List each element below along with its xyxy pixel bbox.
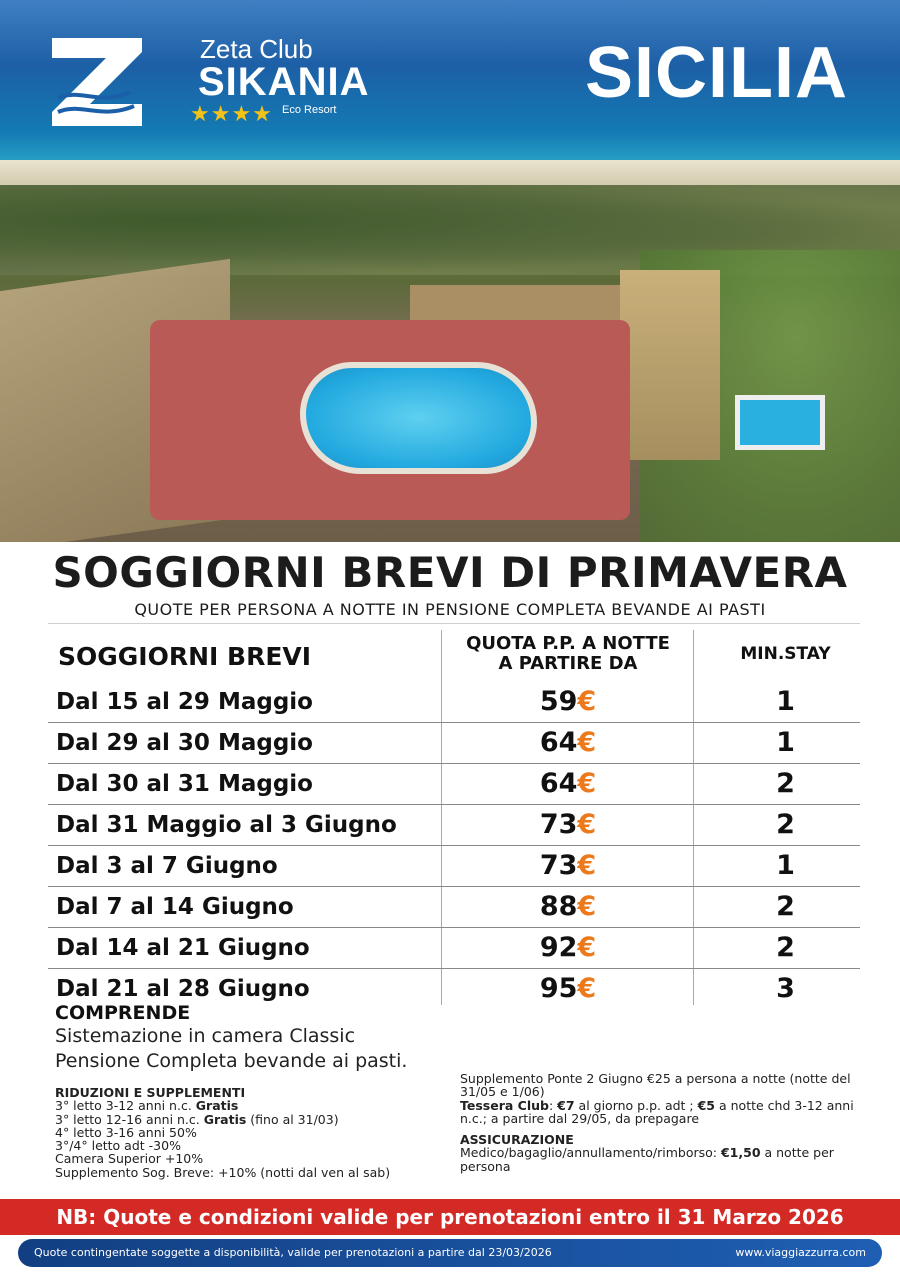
insurance-heading: ASSICURAZIONE [460, 1132, 574, 1148]
page-subtitle: QUOTE PER PERSONA A NOTTE IN PENSIONE COMPLETA BEVANDE AI PASTI [134, 600, 766, 619]
ponte-supplement: Supplemento Ponte 2 Giugno €25 a persona a notte (notte del 31/05 e 1/06) [460, 1071, 851, 1100]
reduction-line: 3° letto 3-12 anni n.c. Gratis [55, 1098, 239, 1114]
row-period: Dal 29 al 30 Maggio [56, 730, 313, 756]
reduction-line: 3° letto 12-16 anni n.c. Gratis (fino al 31/03) [55, 1111, 339, 1127]
footer-website-link[interactable]: www.viaggiazzurra.com [735, 1246, 866, 1259]
row-minstay: 3 [776, 973, 795, 1004]
row-period: Dal 14 al 21 Giugno [56, 935, 310, 961]
reductions-block [55, 1086, 455, 1179]
row-minstay: 2 [776, 891, 795, 922]
table-header [48, 630, 860, 682]
resort-building-top [410, 285, 640, 325]
extras-block [460, 1072, 870, 1173]
brand-logo [50, 34, 370, 134]
table-row [48, 846, 860, 887]
row-period: Dal 30 al 31 Maggio [56, 771, 313, 797]
table-row [48, 928, 860, 969]
footer-disclaimer: Quote contingentate soggette a disponibilità, valide per prenotazioni a partire dal 23/03/2026 [34, 1246, 552, 1259]
nb-banner: NB: Quote e condizioni valide per prenotazioni entro il 31 Marzo 2026 [0, 1199, 900, 1235]
region-title: SICILIA [584, 33, 848, 113]
reduction-line: Supplemento Sog. Breve: +10% (notti dal ven al sab) [55, 1164, 391, 1180]
row-period: Dal 15 al 29 Maggio [56, 689, 313, 715]
brand-subtitle: Eco Resort [282, 104, 337, 116]
row-price: 92€ [539, 932, 597, 963]
includes-line: Sistemazione in camera Classic [55, 1025, 356, 1047]
reduction-line: 3°/4° letto adt -30% [55, 1138, 181, 1154]
row-period: Dal 7 al 14 Giugno [56, 894, 294, 920]
row-period: Dal 21 al 28 Giugno [56, 976, 310, 1002]
reduction-line: 4° letto 3-16 anni 50% [55, 1124, 197, 1140]
table-row [48, 764, 860, 805]
page-title: SOGGIORNI BREVI DI PRIMAVERA [52, 548, 848, 597]
row-minstay: 1 [776, 727, 795, 758]
tessera-club: Tessera Club: €7 al giorno p.p. adt ; €5 a notte chd 3-12 anni n.c.; a partire dal 29/05, da prepagare [460, 1097, 854, 1126]
row-minstay: 1 [776, 850, 795, 881]
row-period: Dal 3 al 7 Giugno [56, 853, 278, 879]
table-body [48, 682, 860, 1009]
hero-photo [0, 0, 900, 542]
main-pool [300, 362, 537, 474]
row-minstay: 2 [776, 809, 795, 840]
row-period: Dal 31 Maggio al 3 Giugno [56, 812, 397, 838]
small-pool [735, 395, 825, 450]
star-rating: ★★★★ [190, 102, 273, 127]
price-table [48, 630, 860, 1009]
header-price-line1: QUOTA P.P. A NOTTE [466, 633, 670, 654]
row-minstay: 1 [776, 686, 795, 717]
insurance-line: Medico/bagaglio/annullamento/rimborso: €1,50 a notte per persona [460, 1145, 834, 1174]
table-row [48, 887, 860, 928]
table-row [48, 682, 860, 723]
header-minstay: MIN.STAY [740, 644, 831, 664]
row-price: 59€ [539, 686, 597, 717]
row-price: 88€ [539, 891, 597, 922]
brand-name: SIKANIA [198, 60, 370, 104]
z-logo-icon [50, 34, 146, 130]
header-period: SOGGIORNI BREVI [58, 642, 312, 671]
row-price: 73€ [539, 809, 597, 840]
includes-heading: COMPRENDE [55, 1002, 191, 1024]
row-price: 64€ [539, 727, 597, 758]
footer-bar [18, 1239, 882, 1267]
brand-line1: Zeta Club [200, 34, 313, 64]
row-minstay: 2 [776, 768, 795, 799]
row-price: 73€ [539, 850, 597, 881]
row-price: 64€ [539, 768, 597, 799]
includes-line: Pensione Completa bevande ai pasti. [55, 1050, 408, 1072]
table-row [48, 805, 860, 846]
resort-building-right [620, 270, 720, 460]
header-price-line2: A PARTIRE DA [498, 653, 638, 674]
row-minstay: 2 [776, 932, 795, 963]
divider [48, 623, 860, 624]
reductions-heading: RIDUZIONI E SUPPLEMENTI [55, 1085, 246, 1100]
table-row [48, 723, 860, 764]
header-price [443, 634, 693, 674]
row-price: 95€ [539, 973, 597, 1004]
reduction-line: Camera Superior +10% [55, 1151, 204, 1167]
